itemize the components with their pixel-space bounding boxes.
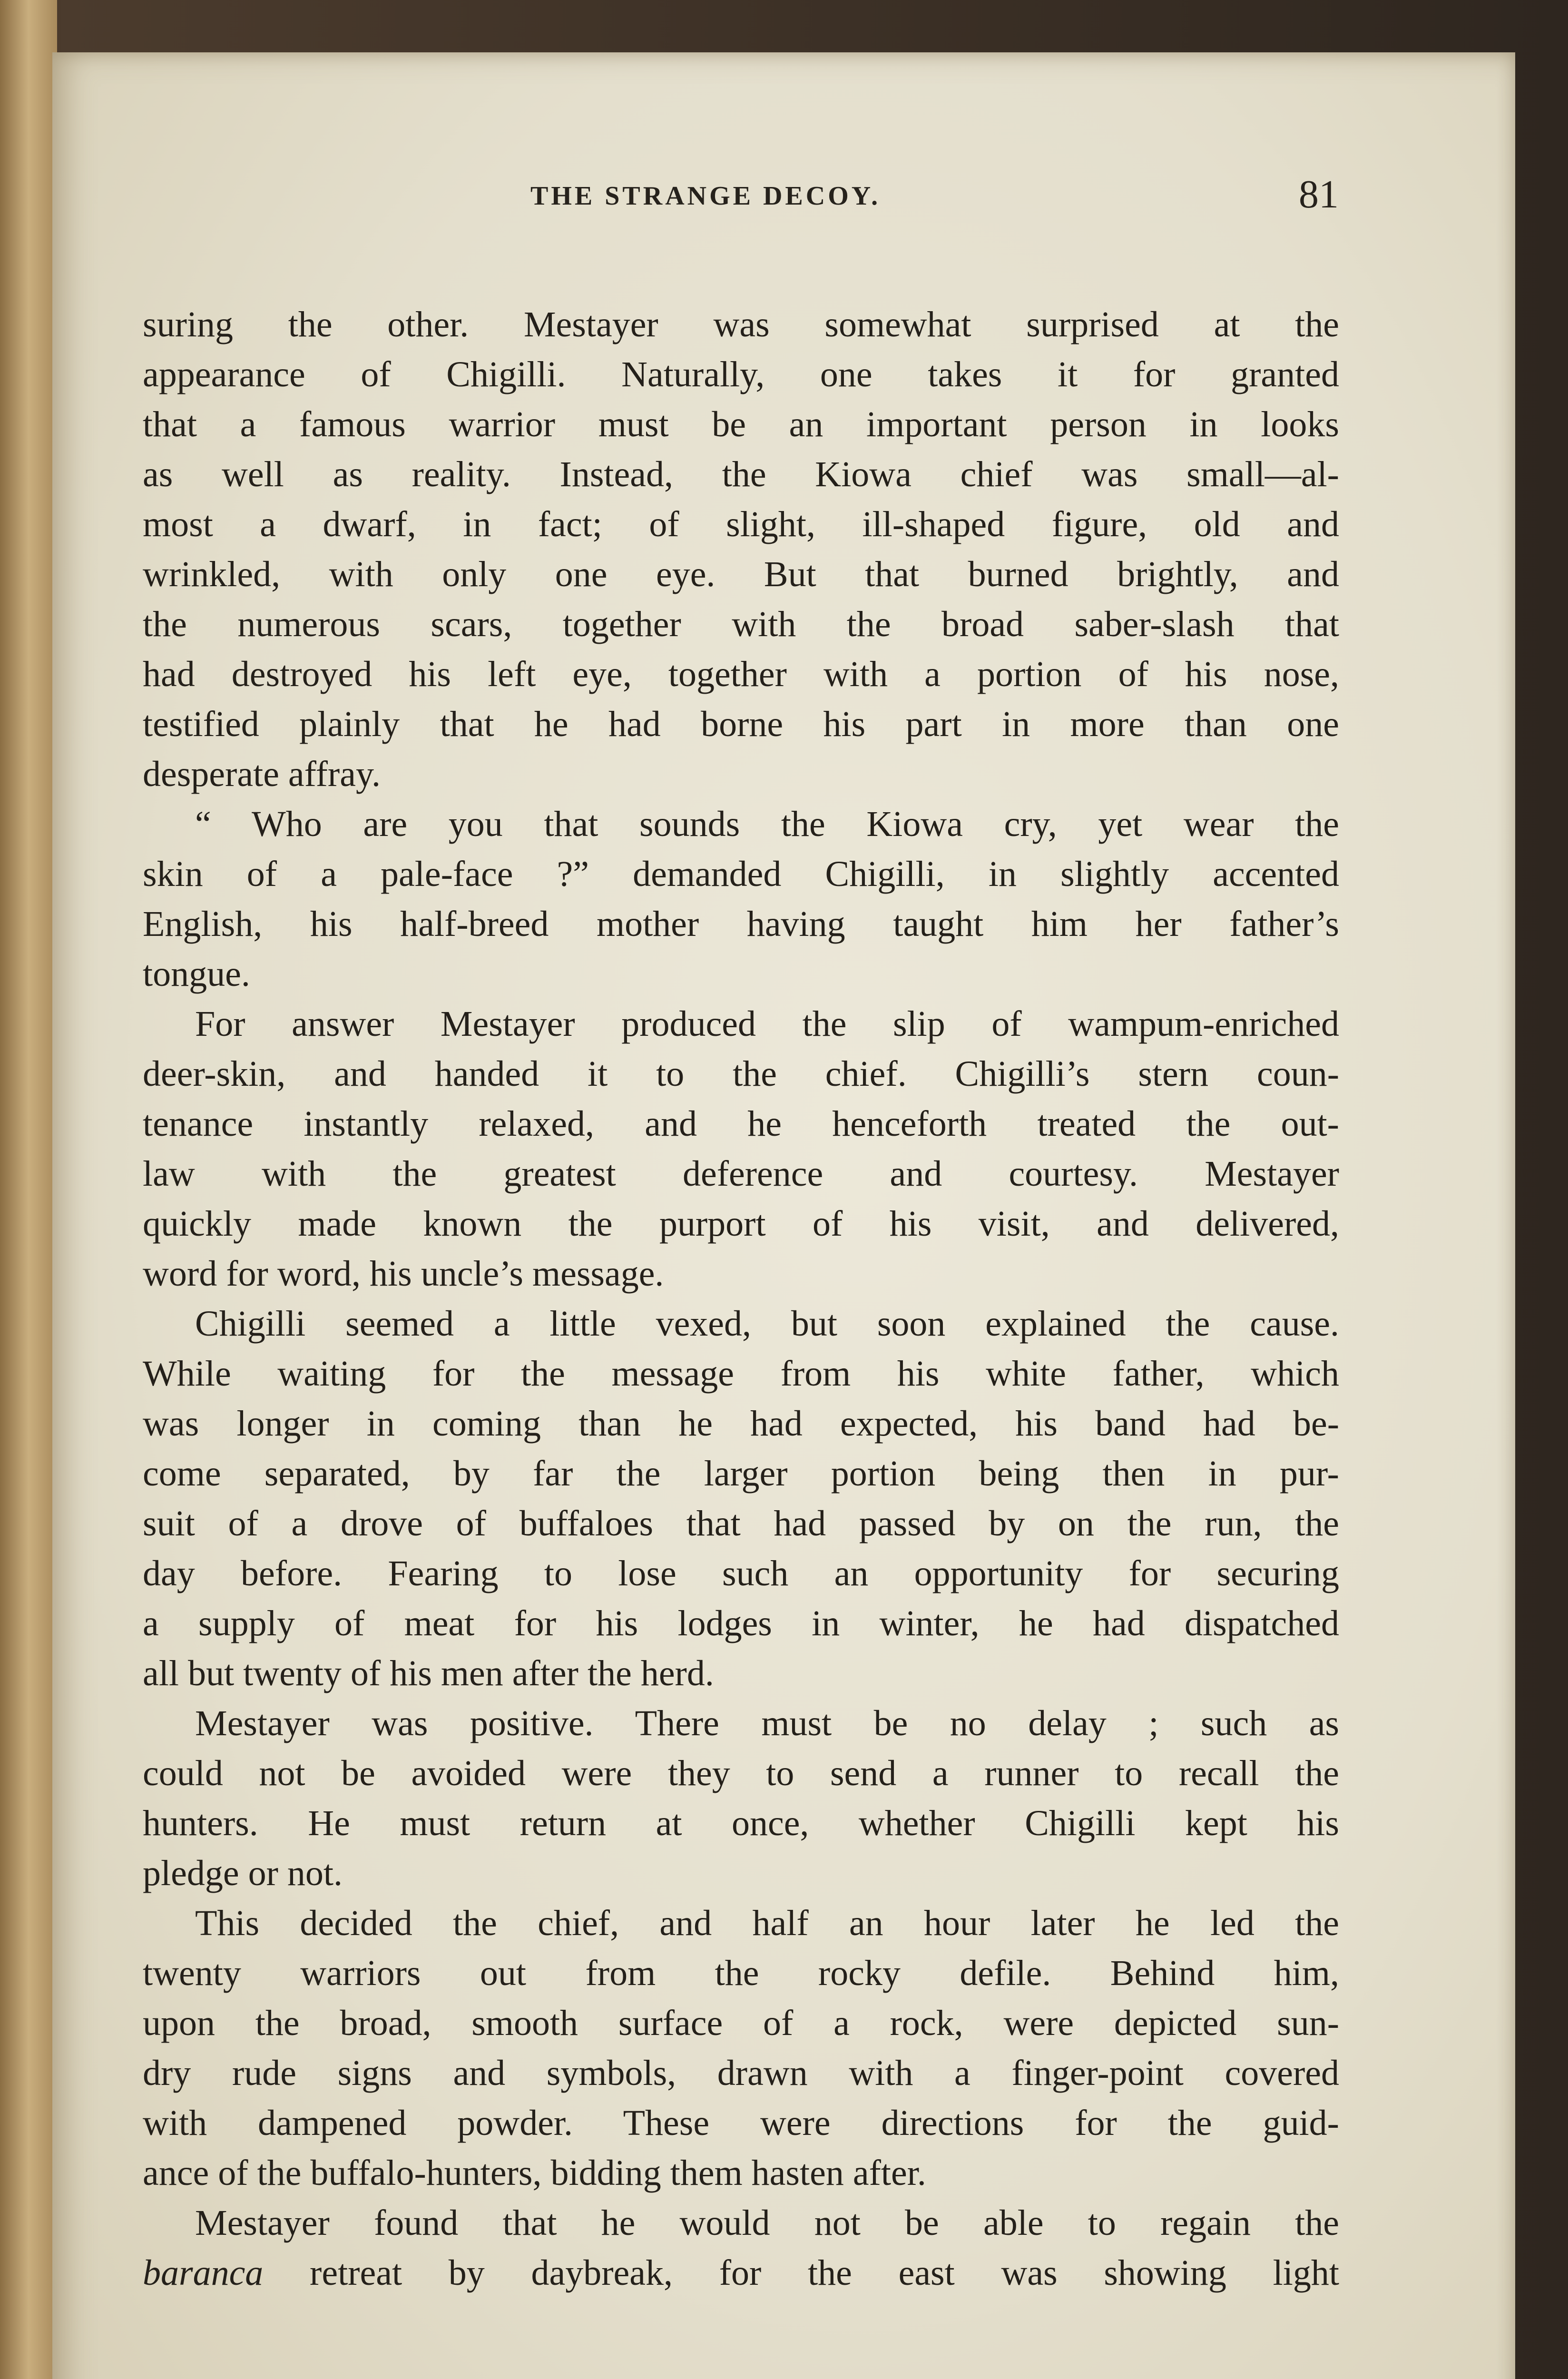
text-line: While waiting for the message from his white father, which bbox=[143, 1354, 1339, 1394]
text-line: word for word, his uncle’s message. bbox=[143, 1254, 664, 1294]
text-line: suit of a drove of buffaloes that had passed by on the run, the bbox=[143, 1504, 1339, 1543]
text-line: with dampened powder. These were directions for the guid- bbox=[143, 2103, 1339, 2143]
text-line: Mestayer was positive. There must be no delay ; such as bbox=[195, 1703, 1339, 1743]
running-title: THE STRANGE DECOY. bbox=[530, 181, 881, 211]
text-line: Mestayer found that he would not be able to regain the bbox=[195, 2203, 1339, 2243]
text-line: ance of the buffalo-hunters, bidding them hasten after. bbox=[143, 2153, 926, 2193]
text-line: “ Who are you that sounds the Kiowa cry, yet wear the bbox=[195, 804, 1339, 844]
body-text bbox=[143, 300, 1339, 2298]
text-line: Chigilli seemed a little vexed, but soon explained the cause. bbox=[195, 1304, 1339, 1344]
text-line: appearance of Chigilli. Naturally, one takes it for granted bbox=[143, 354, 1339, 394]
text-line: law with the greatest deference and courtesy. Mestayer bbox=[143, 1154, 1339, 1194]
text-line: desperate affray. bbox=[143, 754, 381, 794]
text-line: day before. Fearing to lose such an opportunity for securing bbox=[143, 1553, 1339, 1593]
text-line: tenance instantly relaxed, and he henceforth treated the out- bbox=[143, 1104, 1339, 1144]
text-line: testified plainly that he had borne his part in more than one bbox=[143, 704, 1339, 744]
text-line: as well as reality. Instead, the Kiowa chief was small—al- bbox=[143, 454, 1339, 494]
text-line: For answer Mestayer produced the slip of wampum-enriched bbox=[195, 1004, 1339, 1044]
text-line: wrinkled, with only one eye. But that burned brightly, and bbox=[143, 554, 1339, 594]
text-line: the numerous scars, together with the broad saber-slash that bbox=[143, 604, 1339, 644]
previous-page-edge bbox=[0, 0, 57, 2379]
book-page bbox=[52, 52, 1515, 2379]
text-line: English, his half-breed mother having taught him her father’s bbox=[143, 904, 1339, 944]
page-number: 81 bbox=[1299, 172, 1339, 216]
text-line: This decided the chief, and half an hour later he led the bbox=[195, 1903, 1339, 1943]
text-line: skin of a pale-face ?” demanded Chigilli, in slightly accented bbox=[143, 854, 1339, 894]
text-line: twenty warriors out from the rocky defile. Behind him, bbox=[143, 1953, 1339, 1993]
text-line: all but twenty of his men after the herd. bbox=[143, 1653, 714, 1693]
text-line: dry rude signs and symbols, drawn with a finger-point covered bbox=[143, 2053, 1339, 2093]
text-line: upon the broad, smooth surface of a rock, were depicted sun- bbox=[143, 2003, 1339, 2043]
text-line: hunters. He must return at once, whether Chigilli kept his bbox=[143, 1803, 1339, 1843]
text-line: most a dwarf, in fact; of slight, ill-shaped figure, old and bbox=[143, 504, 1339, 544]
text-line: could not be avoided were they to send a runner to recall the bbox=[143, 1753, 1339, 1793]
text-line: that a famous warrior must be an important person in looks bbox=[143, 404, 1339, 444]
italic-word: baranca bbox=[143, 2253, 264, 2293]
text-line: a supply of meat for his lodges in winter, he had dispatched bbox=[143, 1603, 1339, 1643]
text-line: quickly made known the purport of his visit, and delivered, bbox=[143, 1204, 1339, 1244]
text-line: come separated, by far the larger portion being then in pur- bbox=[143, 1454, 1339, 1494]
text-line: tongue. bbox=[143, 954, 250, 994]
text-line: suring the other. Mestayer was somewhat surprised at the bbox=[143, 305, 1339, 344]
text-line: pledge or not. bbox=[143, 1853, 343, 1893]
text-line: deer-skin, and handed it to the chief. Chigilli’s stern coun- bbox=[143, 1054, 1339, 1094]
text-line: was longer in coming than he had expected, his band had be- bbox=[143, 1404, 1339, 1444]
text-line: baranca retreat by daybreak, for the east was showing light bbox=[143, 2253, 1339, 2293]
text-line: had destroyed his left eye, together with a portion of his nose, bbox=[143, 654, 1339, 694]
running-head bbox=[52, 171, 1515, 228]
